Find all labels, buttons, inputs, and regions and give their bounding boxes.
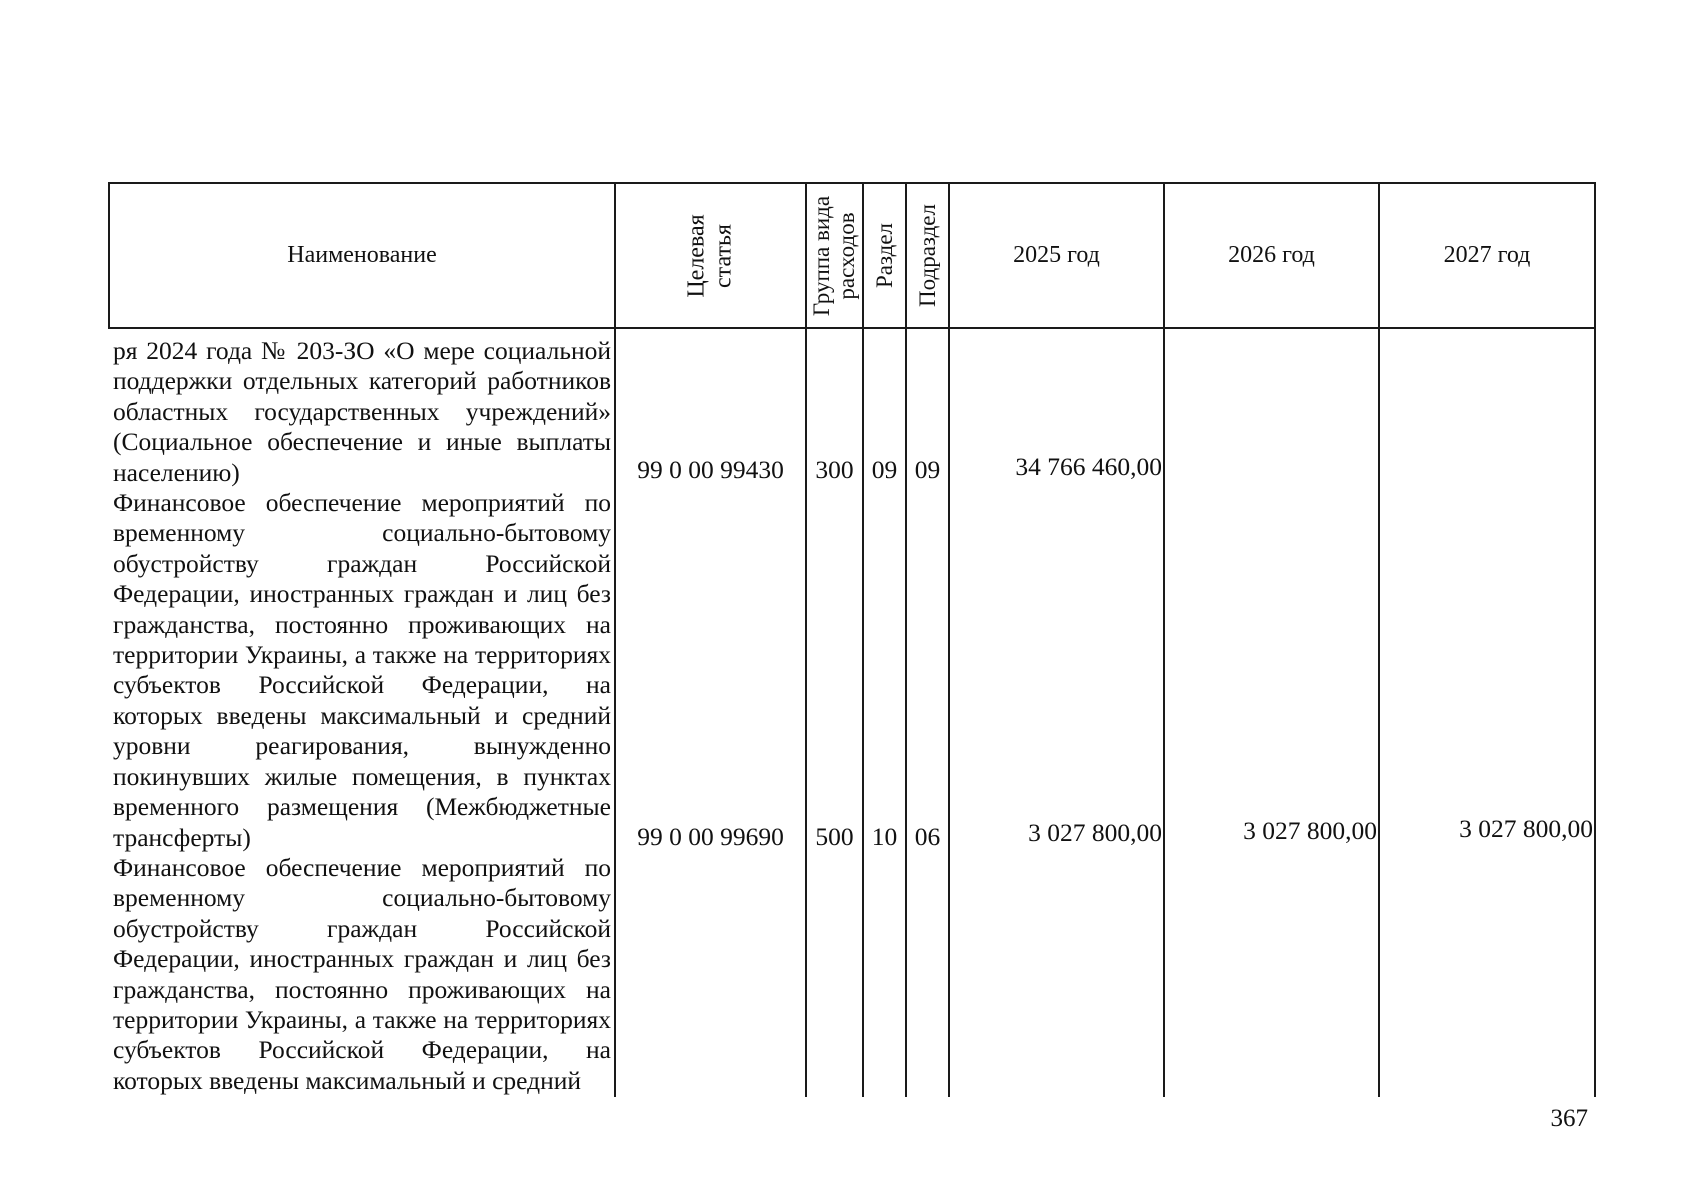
name-column-text: [113, 336, 611, 1096]
row-3-name: Финансовое обеспечение мероприятий по временному социально-бытовому обустройству граждан Российской Федерации, иностранных граждан и лиц без гражданства, постоянно проживающих на территории Украины, а также на территориях субъектов Российской Федерации, на которых введены максимальный и средний: [113, 852, 611, 1095]
header-target-article: [616, 184, 805, 327]
header-expense-group-label: [810, 195, 860, 315]
row-2-expense-group: 500: [815, 822, 854, 851]
header-2025: [950, 184, 1163, 327]
header-expense-group-line2: расходов: [834, 211, 860, 300]
row-1-section: 09: [871, 455, 898, 484]
header-section: [864, 184, 905, 327]
row-2-2025: 3 027 800,00: [1028, 818, 1162, 847]
row-2-2027: 3 027 800,00: [1459, 814, 1593, 843]
table-right-border: [1594, 182, 1596, 1097]
row-2-2026: 3 027 800,00: [1243, 816, 1377, 845]
header-subsection: [907, 184, 948, 327]
header-target-label: [683, 214, 737, 297]
header-expense-group-line1: Группа вида: [809, 195, 835, 316]
row-2-section: 10: [871, 822, 898, 851]
header-2025-label: 2025 год: [1013, 242, 1100, 268]
row-1-2025: 34 766 460,00: [1015, 452, 1162, 481]
header-2026: [1165, 184, 1378, 327]
header-name: [110, 184, 614, 327]
row-2-name: Финансовое обеспечение мероприятий по временному социально-бытовому обустройству граждан Российской Федерации, иностранных граждан и лиц без гражданства, постоянно проживающих на территории Украины, а также на территориях субъектов Российской Федерации, на которых введены максимальный и средний уровни реагирования, вынужденно покинувших жилые помещения, в пунктах временного размещения (Межбюджетные трансферты): [113, 488, 611, 852]
page-number: 367: [1550, 1105, 1588, 1132]
row-1-name: ря 2024 года № 203-ЗО «О мере социальной поддержки отдельных категорий работников областных государственных учреждений» (Социальное обеспечение и иные выплаты населению): [113, 336, 611, 487]
header-expense-group: [807, 184, 862, 327]
header-section-label: Раздел: [872, 222, 897, 289]
row-1-subsection: 09: [914, 455, 941, 484]
header-target-line1: Целевая: [683, 213, 710, 298]
header-name-label: Наименование: [287, 242, 437, 268]
header-bottom-border: [108, 327, 1596, 329]
row-2-target: 99 0 00 99690: [637, 822, 784, 851]
row-2-subsection: 06: [914, 822, 941, 851]
header-2026-label: 2026 год: [1228, 242, 1315, 268]
header-2027-label: 2027 год: [1443, 242, 1531, 268]
row-1-expense-group: 300: [815, 455, 854, 484]
header-target-line2: статья: [710, 223, 737, 288]
header-2027: [1380, 184, 1594, 327]
header-subsection-label: Подраздел: [915, 204, 941, 307]
row-1-target: 99 0 00 99430: [637, 455, 784, 484]
